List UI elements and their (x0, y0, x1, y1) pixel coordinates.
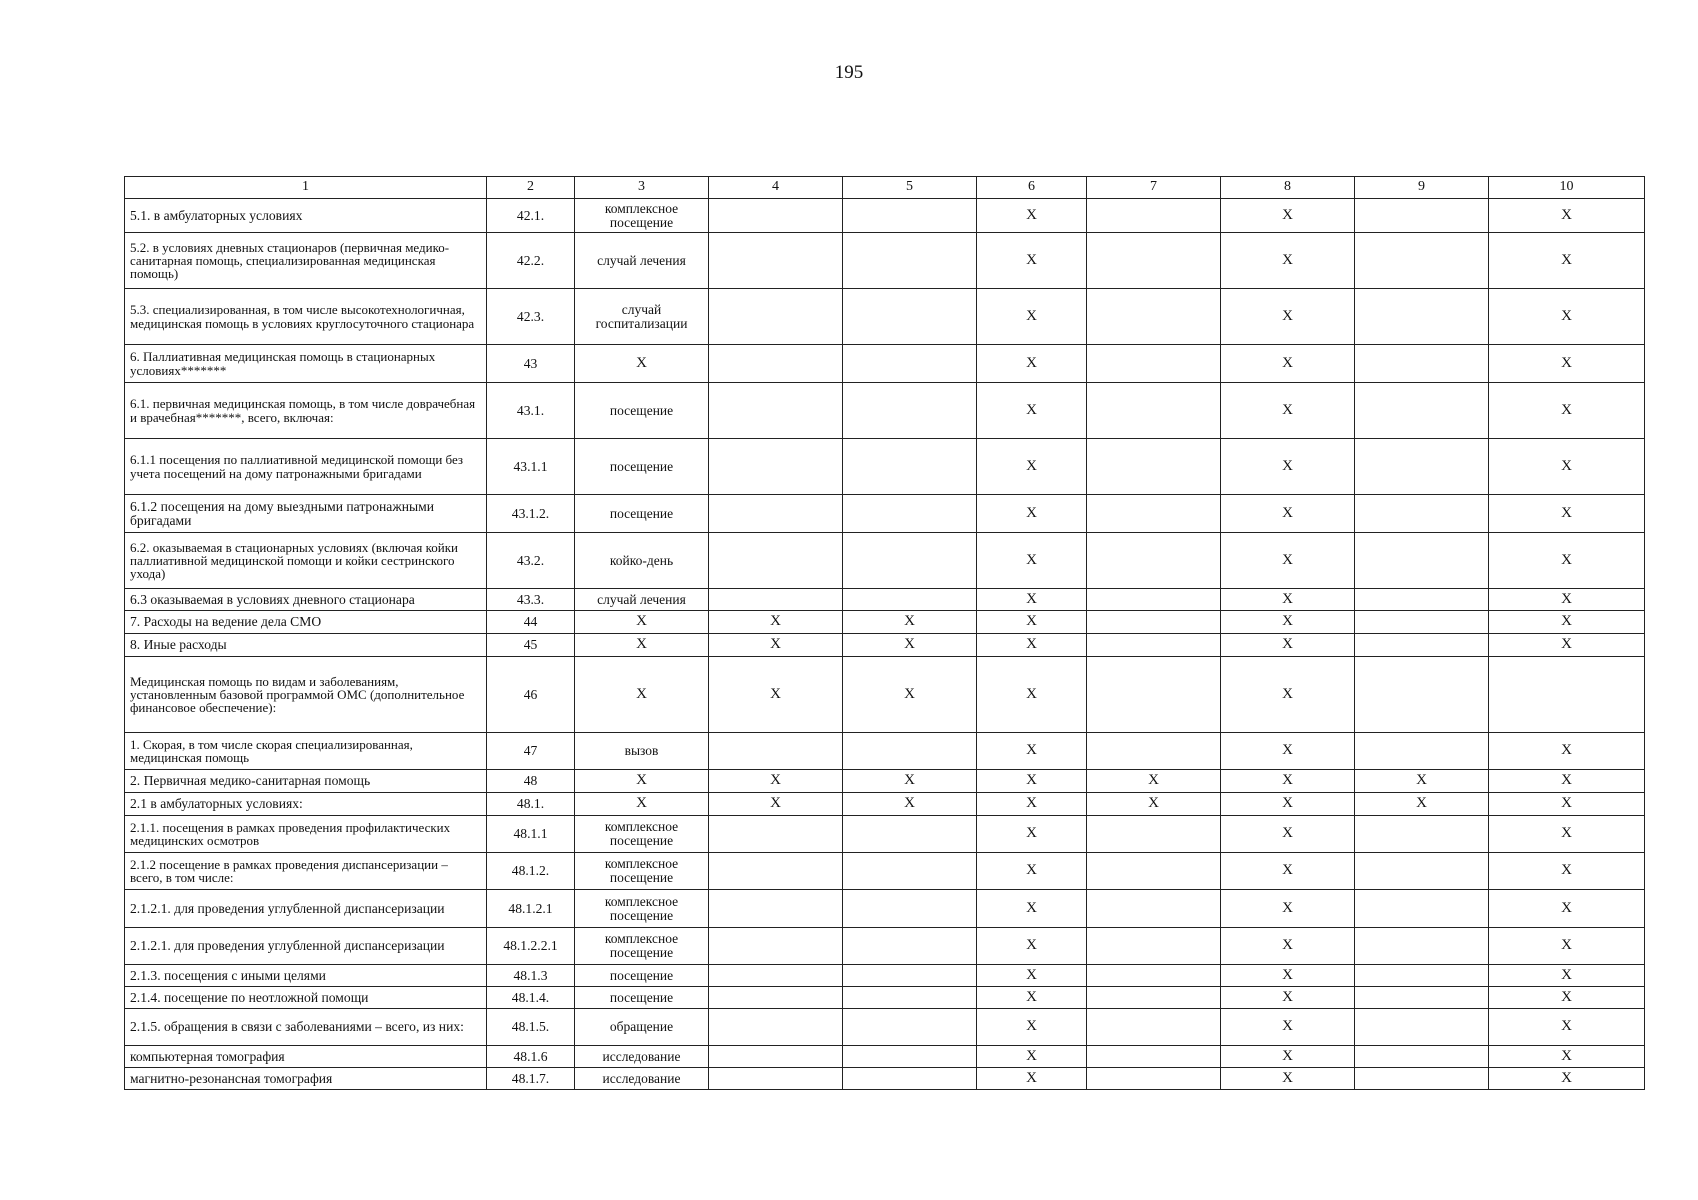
cell-col4 (709, 439, 843, 495)
row-unit: обращение (575, 1009, 709, 1046)
cell-col5: X (843, 611, 977, 634)
row-unit: комплексное посещение (575, 928, 709, 965)
cell-col8: X (1221, 345, 1355, 383)
cell-col6: X (977, 987, 1087, 1009)
cell-col9 (1355, 589, 1489, 611)
cell-col5 (843, 987, 977, 1009)
row-code: 42.1. (487, 199, 575, 233)
cell-col9 (1355, 611, 1489, 634)
table-row (125, 611, 1645, 634)
cell-col5 (843, 589, 977, 611)
cell-col6: X (977, 589, 1087, 611)
cell-col9 (1355, 890, 1489, 928)
cell-col7 (1087, 987, 1221, 1009)
cell-col7 (1087, 1068, 1221, 1090)
cell-col7 (1087, 533, 1221, 589)
row-unit: комплексное посещение (575, 853, 709, 890)
row-unit: X (575, 611, 709, 634)
cell-col10: X (1489, 928, 1645, 965)
cell-col6: X (977, 1046, 1087, 1068)
column-header: 2 (487, 177, 575, 199)
cell-col7 (1087, 199, 1221, 233)
row-name: 2.1.2.1. для проведения углубленной диспансеризации (125, 890, 487, 928)
row-name: 2.1.2 посещение в рамках проведения диспансеризации – всего, в том числе: (125, 853, 487, 890)
row-unit: X (575, 793, 709, 816)
row-name: 7. Расходы на ведение дела СМО (125, 611, 487, 634)
row-code: 48.1.2.2.1 (487, 928, 575, 965)
table-row (125, 1009, 1645, 1046)
cell-col4 (709, 345, 843, 383)
row-name: 2.1.5. обращения в связи с заболеваниями – всего, из них: (125, 1009, 487, 1046)
cell-col7 (1087, 634, 1221, 657)
row-name: 6.1.2 посещения на дому выездными патронажными бригадами (125, 495, 487, 533)
cell-col9 (1355, 816, 1489, 853)
cell-col5 (843, 1009, 977, 1046)
cell-col5 (843, 1068, 977, 1090)
cell-col4 (709, 495, 843, 533)
cell-col5: X (843, 634, 977, 657)
cell-col10: X (1489, 495, 1645, 533)
cell-col10: X (1489, 233, 1645, 289)
column-header: 10 (1489, 177, 1645, 199)
cell-col5: X (843, 793, 977, 816)
row-unit: комплексное посещение (575, 816, 709, 853)
cell-col10: X (1489, 733, 1645, 770)
cell-col8: X (1221, 439, 1355, 495)
cell-col7 (1087, 1009, 1221, 1046)
row-name: 5.2. в условиях дневных стационаров (первичная медико-санитарная помощь, специализированная медицинская помощь) (125, 233, 487, 289)
cell-col7 (1087, 611, 1221, 634)
row-code: 43.1. (487, 383, 575, 439)
row-unit: посещение (575, 495, 709, 533)
cell-col5 (843, 733, 977, 770)
cell-col8: X (1221, 1046, 1355, 1068)
row-name: 2.1.4. посещение по неотложной помощи (125, 987, 487, 1009)
cell-col9 (1355, 495, 1489, 533)
cell-col10: X (1489, 634, 1645, 657)
cell-col5 (843, 533, 977, 589)
row-unit: X (575, 345, 709, 383)
row-code: 47 (487, 733, 575, 770)
row-unit: X (575, 770, 709, 793)
table-row (125, 289, 1645, 345)
cell-col7 (1087, 965, 1221, 987)
row-name: магнитно-резонансная томография (125, 1068, 487, 1090)
row-unit: случай лечения (575, 233, 709, 289)
cell-col9 (1355, 987, 1489, 1009)
cell-col6: X (977, 495, 1087, 533)
cell-col4 (709, 589, 843, 611)
cell-col10: X (1489, 987, 1645, 1009)
cell-col8: X (1221, 289, 1355, 345)
row-code: 43.1.2. (487, 495, 575, 533)
cell-col5 (843, 289, 977, 345)
row-code: 42.3. (487, 289, 575, 345)
cell-col6: X (977, 965, 1087, 987)
row-name: 2.1.2.1. для проведения углубленной диспансеризации (125, 928, 487, 965)
row-code: 48.1.2.1 (487, 890, 575, 928)
cell-col8: X (1221, 733, 1355, 770)
cell-col5 (843, 439, 977, 495)
cell-col9 (1355, 345, 1489, 383)
row-name: 1. Скорая, в том числе скорая специализированная, медицинская помощь (125, 733, 487, 770)
cell-col5 (843, 233, 977, 289)
cell-col9 (1355, 1046, 1489, 1068)
cell-col7 (1087, 853, 1221, 890)
row-code: 46 (487, 657, 575, 733)
cell-col4: X (709, 770, 843, 793)
cell-col7 (1087, 495, 1221, 533)
cell-col6: X (977, 345, 1087, 383)
cell-col10: X (1489, 439, 1645, 495)
table-row (125, 345, 1645, 383)
cell-col4: X (709, 634, 843, 657)
table-row (125, 770, 1645, 793)
row-code: 48.1. (487, 793, 575, 816)
column-header: 4 (709, 177, 843, 199)
cell-col6: X (977, 770, 1087, 793)
table-row (125, 890, 1645, 928)
cell-col7 (1087, 733, 1221, 770)
row-name: компьютерная томография (125, 1046, 487, 1068)
cell-col8: X (1221, 199, 1355, 233)
cell-col10: X (1489, 1046, 1645, 1068)
cell-col4 (709, 289, 843, 345)
row-name: 5.3. специализированная, в том числе высокотехнологичная, медицинская помощь в условиях круглосуточного стационара (125, 289, 487, 345)
cell-col8: X (1221, 1068, 1355, 1090)
table-row (125, 495, 1645, 533)
cell-col5 (843, 816, 977, 853)
cell-col6: X (977, 793, 1087, 816)
row-name: Медицинская помощь по видам и заболеваниям, установленным базовой программой ОМС (дополнительное финансовое обеспечение): (125, 657, 487, 733)
cell-col9 (1355, 657, 1489, 733)
cell-col7 (1087, 1046, 1221, 1068)
cell-col6: X (977, 439, 1087, 495)
cell-col9: X (1355, 793, 1489, 816)
row-code: 48.1.3 (487, 965, 575, 987)
cell-col8: X (1221, 965, 1355, 987)
cell-col6: X (977, 611, 1087, 634)
row-code: 48.1.2. (487, 853, 575, 890)
column-header: 6 (977, 177, 1087, 199)
cell-col9 (1355, 733, 1489, 770)
cell-col8: X (1221, 890, 1355, 928)
cell-col8: X (1221, 1009, 1355, 1046)
cell-col7 (1087, 439, 1221, 495)
cell-col8: X (1221, 770, 1355, 793)
cell-col9 (1355, 634, 1489, 657)
cell-col9 (1355, 928, 1489, 965)
cell-col10: X (1489, 770, 1645, 793)
row-code: 42.2. (487, 233, 575, 289)
cell-col6: X (977, 233, 1087, 289)
cell-col8: X (1221, 634, 1355, 657)
row-unit: случай госпитализации (575, 289, 709, 345)
page-number: 195 (834, 62, 864, 83)
cell-col4 (709, 199, 843, 233)
cell-col7: X (1087, 793, 1221, 816)
cell-col4 (709, 1009, 843, 1046)
cell-col6: X (977, 1068, 1087, 1090)
row-code: 43.1.1 (487, 439, 575, 495)
table-row (125, 634, 1645, 657)
cell-col6: X (977, 383, 1087, 439)
row-unit: X (575, 657, 709, 733)
cell-col4: X (709, 657, 843, 733)
cell-col7 (1087, 289, 1221, 345)
cell-col9 (1355, 853, 1489, 890)
row-code: 45 (487, 634, 575, 657)
row-code: 48.1.5. (487, 1009, 575, 1046)
cell-col5 (843, 890, 977, 928)
cell-col5 (843, 199, 977, 233)
cell-col5: X (843, 657, 977, 733)
cell-col4 (709, 987, 843, 1009)
row-name: 2.1 в амбулаторных условиях: (125, 793, 487, 816)
cell-col9 (1355, 383, 1489, 439)
table-row (125, 439, 1645, 495)
table-row (125, 793, 1645, 816)
cell-col6: X (977, 853, 1087, 890)
cell-col6: X (977, 533, 1087, 589)
cell-col10: X (1489, 383, 1645, 439)
cell-col6: X (977, 733, 1087, 770)
cell-col5 (843, 928, 977, 965)
row-code: 43 (487, 345, 575, 383)
row-code: 48.1.7. (487, 1068, 575, 1090)
cell-col7 (1087, 816, 1221, 853)
row-unit: исследование (575, 1068, 709, 1090)
table-row (125, 965, 1645, 987)
cell-col9 (1355, 233, 1489, 289)
cell-col6: X (977, 890, 1087, 928)
table-row (125, 657, 1645, 733)
row-name: 2.1.3. посещения с иными целями (125, 965, 487, 987)
row-code: 48.1.1 (487, 816, 575, 853)
cell-col8: X (1221, 589, 1355, 611)
cell-col7 (1087, 589, 1221, 611)
cell-col6: X (977, 928, 1087, 965)
column-header: 9 (1355, 177, 1489, 199)
table-row (125, 928, 1645, 965)
cell-col4 (709, 1046, 843, 1068)
cell-col8: X (1221, 383, 1355, 439)
cell-col4 (709, 533, 843, 589)
row-unit: койко-день (575, 533, 709, 589)
cell-col6: X (977, 657, 1087, 733)
cell-col9 (1355, 1068, 1489, 1090)
row-code: 48 (487, 770, 575, 793)
cell-col7 (1087, 345, 1221, 383)
table-row (125, 1046, 1645, 1068)
cell-col6: X (977, 199, 1087, 233)
cell-col8: X (1221, 611, 1355, 634)
cell-col7: X (1087, 770, 1221, 793)
row-name: 2. Первичная медико-санитарная помощь (125, 770, 487, 793)
cell-col5 (843, 853, 977, 890)
cell-col4 (709, 733, 843, 770)
cell-col10: X (1489, 611, 1645, 634)
cell-col10: X (1489, 199, 1645, 233)
cell-col5 (843, 965, 977, 987)
cell-col8: X (1221, 233, 1355, 289)
table-row (125, 733, 1645, 770)
cell-col10: X (1489, 890, 1645, 928)
row-unit: посещение (575, 383, 709, 439)
cell-col10: X (1489, 589, 1645, 611)
cell-col10 (1489, 657, 1645, 733)
cell-col7 (1087, 890, 1221, 928)
row-code: 48.1.4. (487, 987, 575, 1009)
cell-col7 (1087, 657, 1221, 733)
row-unit: X (575, 634, 709, 657)
row-unit: случай лечения (575, 589, 709, 611)
cell-col4 (709, 853, 843, 890)
row-code: 43.2. (487, 533, 575, 589)
cell-col5 (843, 345, 977, 383)
cell-col10: X (1489, 793, 1645, 816)
row-name: 6.2. оказываемая в стационарных условиях (включая койки паллиативной медицинской помощи и койки сестринского ухода) (125, 533, 487, 589)
cell-col4 (709, 928, 843, 965)
table-row (125, 533, 1645, 589)
table-row (125, 816, 1645, 853)
cell-col7 (1087, 928, 1221, 965)
cell-col4: X (709, 611, 843, 634)
cell-col10: X (1489, 1068, 1645, 1090)
cell-col6: X (977, 634, 1087, 657)
row-unit: комплексное посещение (575, 199, 709, 233)
table-row (125, 383, 1645, 439)
row-unit: комплексное посещение (575, 890, 709, 928)
cell-col8: X (1221, 495, 1355, 533)
cell-col4 (709, 1068, 843, 1090)
row-name: 6.3 оказываемая в условиях дневного стационара (125, 589, 487, 611)
cell-col10: X (1489, 345, 1645, 383)
column-header: 7 (1087, 177, 1221, 199)
cell-col9: X (1355, 770, 1489, 793)
cell-col4 (709, 890, 843, 928)
table-row (125, 199, 1645, 233)
cell-col6: X (977, 289, 1087, 345)
cell-col9 (1355, 199, 1489, 233)
cell-col9 (1355, 965, 1489, 987)
cell-col9 (1355, 533, 1489, 589)
cell-col5 (843, 383, 977, 439)
cell-col6: X (977, 1009, 1087, 1046)
row-name: 6.1. первичная медицинская помощь, в том числе доврачебная и врачебная*******, всего, включая: (125, 383, 487, 439)
row-code: 44 (487, 611, 575, 634)
financing-table (124, 176, 1645, 1090)
cell-col9 (1355, 1009, 1489, 1046)
row-unit: посещение (575, 987, 709, 1009)
cell-col10: X (1489, 1009, 1645, 1046)
cell-col4 (709, 233, 843, 289)
cell-col8: X (1221, 928, 1355, 965)
row-name: 2.1.1. посещения в рамках проведения профилактических медицинских осмотров (125, 816, 487, 853)
table-row (125, 589, 1645, 611)
cell-col4 (709, 965, 843, 987)
row-unit: посещение (575, 439, 709, 495)
column-header: 8 (1221, 177, 1355, 199)
column-header: 5 (843, 177, 977, 199)
row-unit: исследование (575, 1046, 709, 1068)
table-row (125, 853, 1645, 890)
cell-col8: X (1221, 987, 1355, 1009)
cell-col6: X (977, 816, 1087, 853)
row-name: 8. Иные расходы (125, 634, 487, 657)
column-header: 3 (575, 177, 709, 199)
cell-col7 (1087, 233, 1221, 289)
cell-col10: X (1489, 853, 1645, 890)
cell-col10: X (1489, 965, 1645, 987)
row-name: 5.1. в амбулаторных условиях (125, 199, 487, 233)
cell-col9 (1355, 289, 1489, 345)
table-row (125, 233, 1645, 289)
cell-col9 (1355, 439, 1489, 495)
cell-col7 (1087, 383, 1221, 439)
cell-col4: X (709, 793, 843, 816)
cell-col5: X (843, 770, 977, 793)
row-unit: посещение (575, 965, 709, 987)
cell-col8: X (1221, 853, 1355, 890)
row-name: 6.1.1 посещения по паллиативной медицинской помощи без учета посещений на дому патронажными бригадами (125, 439, 487, 495)
cell-col8: X (1221, 816, 1355, 853)
table-row (125, 1068, 1645, 1090)
cell-col4 (709, 383, 843, 439)
row-name: 6. Паллиативная медицинская помощь в стационарных условиях******* (125, 345, 487, 383)
cell-col10: X (1489, 289, 1645, 345)
row-code: 48.1.6 (487, 1046, 575, 1068)
cell-col5 (843, 495, 977, 533)
cell-col8: X (1221, 657, 1355, 733)
cell-col8: X (1221, 533, 1355, 589)
cell-col10: X (1489, 533, 1645, 589)
cell-col5 (843, 1046, 977, 1068)
cell-col10: X (1489, 816, 1645, 853)
table-row (125, 987, 1645, 1009)
cell-col8: X (1221, 793, 1355, 816)
row-code: 43.3. (487, 589, 575, 611)
row-unit: вызов (575, 733, 709, 770)
header-row (125, 177, 1645, 199)
cell-col4 (709, 816, 843, 853)
column-header: 1 (125, 177, 487, 199)
